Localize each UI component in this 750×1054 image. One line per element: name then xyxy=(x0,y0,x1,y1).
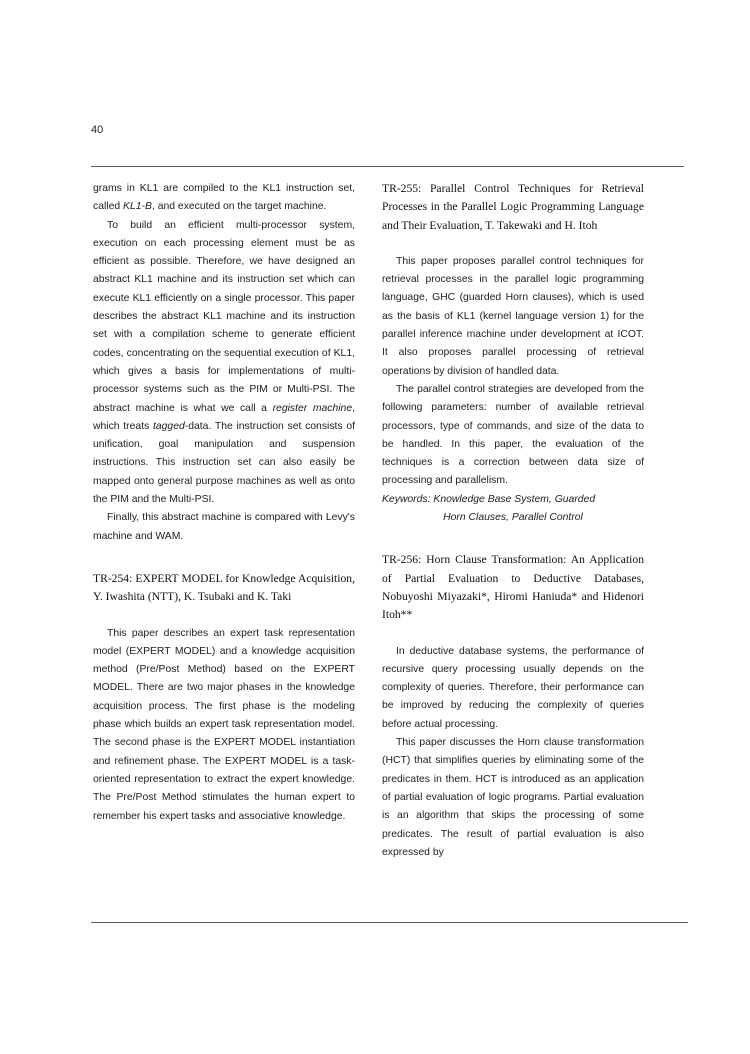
keywords-line-2: Horn Clauses, Parallel Control xyxy=(443,512,583,524)
text-run: -data. The instruction set consists of unification, goal manipulation and suspension instructions. This instruction set can also easily be mapped onto general purpose machines as well as onto the PIM and the Multi-PSI. xyxy=(93,420,355,506)
right-column xyxy=(382,180,644,862)
continuation-paragraph-1 xyxy=(93,180,355,217)
left-column xyxy=(93,180,355,826)
continuation-paragraph-3: Finally, this abstract machine is compared with Levy's machine and WAM. xyxy=(93,512,355,542)
entry-heading-tr254: TR-254: EXPERT MODEL for Knowledge Acquisition, Y. Iwashita (NTT), K. Tsubaki and K. Taki xyxy=(93,571,355,604)
text-run: , and executed on the target machine. xyxy=(151,201,327,213)
spacer xyxy=(382,625,644,643)
text-run: grams in KL1 are compiled to the KL1 instruction set, called xyxy=(93,183,355,213)
entry-heading-tr255: TR-255: Parallel Control Techniques for Retrieval Processes in the Parallel Logic Programming Language and Their Evaluation, T. Takewaki and H. Itoh xyxy=(382,182,644,232)
spacer xyxy=(93,607,355,625)
text-run: To build an efficient multi-processor system, execution on each processing element must be as efficient as possible. Therefore, we have designed an abstract KL1 machine and its instruction set which can execute KL1 efficiently on a single processor. This paper describes the abstract KL1 machine and its instruction set with a compilation scheme to generate efficient codes, concentrating on the sequential execution of KL1, which gives a basis for implementations of multi-processor systems such as the PIM or Multi-PSI. The abstract machine is what we call a xyxy=(93,219,355,414)
abstract-tr254: This paper describes an expert task representation model (EXPERT MODEL) and a knowledge acquisition method (Pre/Post Method) based on the EXPERT MODEL. There are two major phases in the knowledge acquisition process. The first phase is the modeling phase which builds an expert task representation model. The second phase is the EXPERT MODEL instantiation and refinement phase. The EXPERT MODEL is a task-oriented representation to extract the expert knowledge. The Pre/Post Method stimulates the human expert to remember his expert tasks and associative knowledge. xyxy=(93,627,355,822)
abstract-tr256-paragraph-2: This paper discusses the Horn clause transformation (HCT) that simplifies queries by eliminating some of the predicates in them. HCT is introduced as an application of partial evaluation of logic programs. Partial evaluation is an algorithm that skips the processing of some predicates. The result of partial evaluation is also expressed by xyxy=(382,737,644,858)
text-run: , which treats xyxy=(93,402,355,432)
spacer xyxy=(93,546,355,570)
keywords-line-1: Knowledge Base System, Guarded xyxy=(433,493,596,505)
spacer xyxy=(382,235,644,253)
emphasis-register-machine: register machine xyxy=(272,402,353,414)
page-number: 40 xyxy=(91,124,104,136)
entry-heading-tr256: TR-256: Horn Clause Transformation: An Application of Partial Evaluation to Deductive Databases, Nobuyoshi Miyazaki*, Hiromi Haniuda* and Hidenori Itoh** xyxy=(382,553,644,622)
keywords-label: Keywords: xyxy=(382,493,431,505)
footer-rule xyxy=(91,922,688,923)
abstract-tr255-paragraph-2: The parallel control strategies are developed from the following parameters: number of available retrieval processors, type of commands, and size of the data to be handled. In this paper, the evaluation of the techniques is a correction between data size of processing and parallelism. xyxy=(382,383,644,487)
spacer xyxy=(382,527,644,551)
keywords-tr255 xyxy=(382,491,644,528)
continuation-paragraph-2 xyxy=(93,217,355,510)
abstract-tr255-paragraph-1: This paper proposes parallel control techniques for retrieval processes in the parallel logic programming language, GHC (guarded Horn clauses), which is used as the basis of KL1 (kernel language version 1) for the parallel inference machine under development at ICOT. It also proposes parallel processing of retrieval operations by division of handled data. xyxy=(382,255,644,377)
emphasis-kl1b: KL1-B xyxy=(123,201,152,213)
emphasis-tagged: tagged xyxy=(152,420,185,432)
abstract-tr256-paragraph-1: In deductive database systems, the performance of recursive query processing usually depends on the complexity of queries. Therefore, their performance can be improved by reducing the complexity of queries before actual processing. xyxy=(382,645,644,730)
header-rule xyxy=(91,166,684,167)
